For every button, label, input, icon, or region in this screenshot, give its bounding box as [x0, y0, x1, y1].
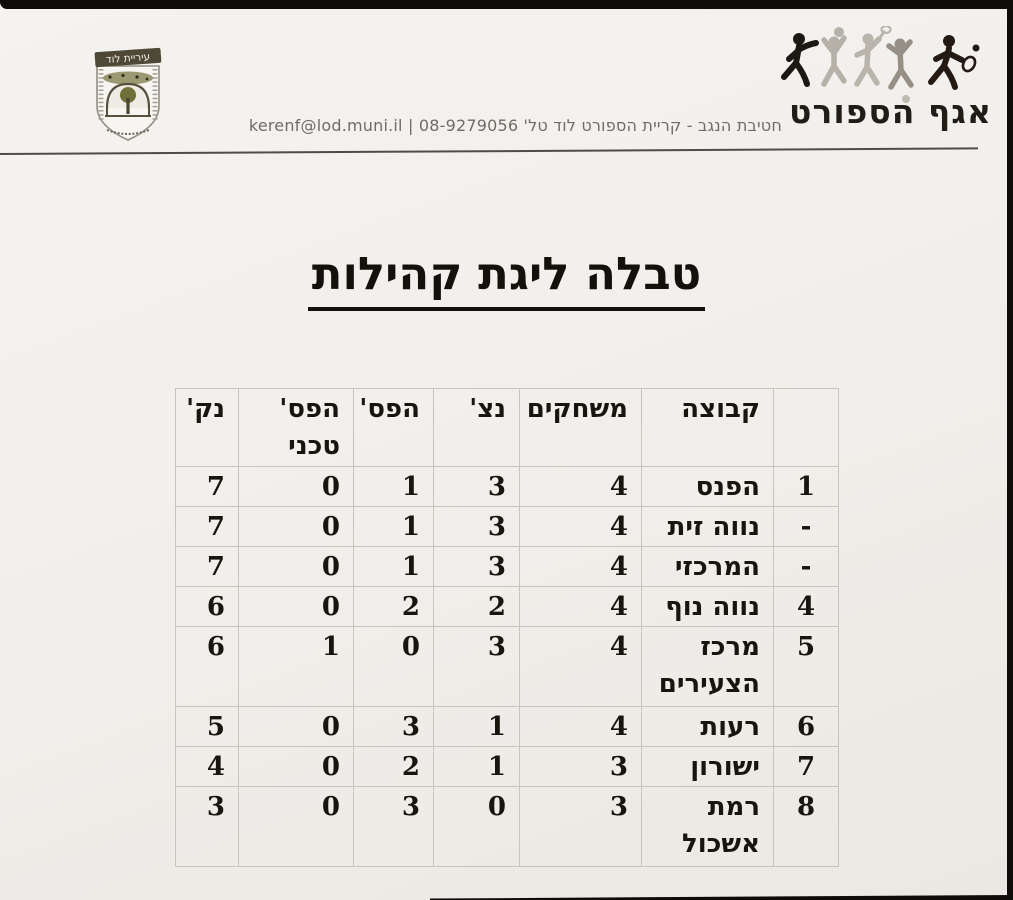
col-header-tech-losses: הפס' טכני — [239, 389, 354, 467]
cell-points: 6 — [176, 587, 239, 627]
cell-losses: 2 — [354, 587, 434, 627]
cell-tech-losses: 0 — [239, 587, 354, 627]
cell-wins: 0 — [434, 787, 520, 867]
cell-tech-losses: 0 — [239, 707, 354, 747]
table-row — [176, 587, 839, 627]
cell-losses: 2 — [354, 747, 434, 787]
contact-line: חטיבת הנגב - קריית הספורט לוד טל' 08-9279056 | kerenf@lod.muni.il — [248, 116, 782, 135]
cell-points: 7 — [176, 467, 239, 507]
cell-team: מרכז הצעירים — [642, 627, 774, 707]
cell-tech-losses: 0 — [239, 547, 354, 587]
cell-points: 7 — [176, 547, 239, 587]
col-header-wins: נצ' — [434, 389, 520, 467]
cell-losses: 3 — [354, 707, 434, 747]
cell-wins: 3 — [434, 547, 520, 587]
cell-tech-losses: 0 — [239, 747, 354, 787]
cell-wins: 1 — [434, 747, 520, 787]
cell-rank: - — [774, 507, 839, 547]
cell-rank: 5 — [774, 627, 839, 707]
cell-rank: 1 — [774, 467, 839, 507]
cell-wins: 3 — [434, 467, 520, 507]
cell-losses: 3 — [354, 787, 434, 867]
cell-tech-losses: 0 — [239, 467, 354, 507]
cell-losses: 1 — [354, 507, 434, 547]
table-row — [176, 507, 839, 547]
table-row — [176, 787, 839, 867]
cell-games: 4 — [520, 587, 642, 627]
cell-losses: 1 — [354, 547, 434, 587]
col-header-rank — [774, 389, 839, 467]
page-title-text: טבלה ליגת קהילות — [308, 247, 706, 311]
cell-wins: 3 — [434, 627, 520, 707]
sports-department-label: אגף הספורט — [789, 92, 992, 131]
table-row — [176, 627, 839, 707]
table-row — [176, 547, 839, 587]
table-row — [176, 467, 839, 507]
cell-games: 4 — [520, 707, 642, 747]
league-table — [175, 388, 839, 867]
table-row — [176, 707, 839, 747]
cell-team: רמת אשכול — [642, 787, 774, 867]
cell-points: 5 — [176, 707, 239, 747]
cell-rank: 8 — [774, 787, 839, 867]
cell-team: נווה נוף — [642, 587, 774, 627]
cell-games: 4 — [520, 507, 642, 547]
table-header-row — [176, 389, 839, 467]
col-header-losses: הפס' — [354, 389, 434, 467]
cell-tech-losses: 1 — [239, 627, 354, 707]
cell-wins: 3 — [434, 507, 520, 547]
cell-rank: 4 — [774, 587, 839, 627]
cell-points: 3 — [176, 787, 239, 867]
cell-rank: 7 — [774, 747, 839, 787]
cell-games: 3 — [520, 787, 642, 867]
cell-points: 7 — [176, 507, 239, 547]
scan-edge-right — [1007, 0, 1013, 900]
cell-losses: 1 — [354, 467, 434, 507]
cell-rank: - — [774, 547, 839, 587]
cell-team: הפנס — [642, 467, 774, 507]
cell-rank: 6 — [774, 707, 839, 747]
lod-municipality-emblem-icon — [76, 46, 180, 150]
cell-team: ישורון — [642, 747, 774, 787]
scan-edge-bottom — [430, 895, 1013, 900]
cell-team: המרכזי — [642, 547, 774, 587]
cell-games: 4 — [520, 547, 642, 587]
cell-team: נווה זית — [642, 507, 774, 547]
cell-wins: 2 — [434, 587, 520, 627]
cell-tech-losses: 0 — [239, 507, 354, 547]
col-header-points: נק' — [176, 389, 239, 467]
cell-points: 6 — [176, 627, 239, 707]
page-title — [0, 247, 1013, 300]
cell-tech-losses: 0 — [239, 787, 354, 867]
emblem-city-name: עיריית לוד — [105, 50, 151, 67]
cell-team: רעות — [642, 707, 774, 747]
cell-losses: 0 — [354, 627, 434, 707]
cell-games: 4 — [520, 627, 642, 707]
cell-points: 4 — [176, 747, 239, 787]
col-header-games: משחקים — [520, 389, 642, 467]
table-row — [176, 747, 839, 787]
cell-games: 4 — [520, 467, 642, 507]
scan-edge-top — [0, 0, 1013, 9]
cell-wins: 1 — [434, 707, 520, 747]
col-header-team: קבוצה — [642, 389, 774, 467]
cell-games: 3 — [520, 747, 642, 787]
